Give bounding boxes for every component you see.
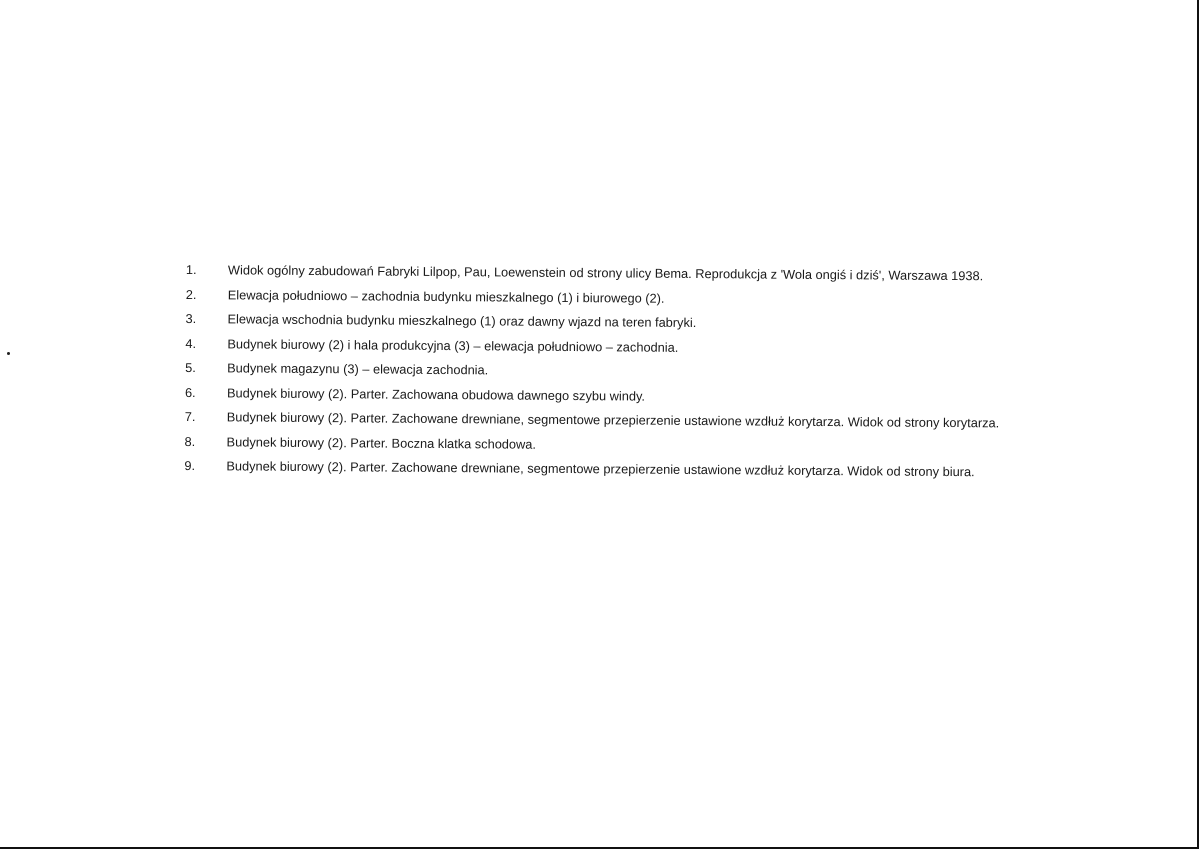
caption-number: 3.: [185, 310, 197, 327]
scan-dot: [7, 352, 10, 355]
caption-text: Widok ogólny zabudowań Fabryki Lilpop, Pau, Loewenstein od strony ulicy Bema. Reprodukcja z 'Wola ongiś i dziś', Warszawa 1938.: [227, 262, 984, 284]
caption-number: 1.: [185, 262, 197, 278]
caption-text: Elewacja południowo – zachodnia budynku mieszkalnego (1) i biurowego (2).: [227, 286, 665, 306]
caption-text: Budynek biurowy (2) i hala produkcyjna (3) – elewacja południowo – zachodnia.: [227, 335, 679, 355]
caption-text: Budynek biurowy (2). Parter. Zachowane drewniane, segmentowe przepierzenie ustawione wzdłuż korytarza. Widok od strony korytarza.: [226, 409, 1000, 431]
caption-text: Budynek biurowy (2). Parter. Boczna klatka schodowa.: [226, 433, 537, 452]
caption-number: 2.: [185, 286, 197, 302]
caption-text: Budynek biurowy (2). Parter. Zachowana obudowa dawnego szybu windy.: [226, 384, 646, 404]
caption-text: Elewacja wschodnia budynku mieszkalnego (1) oraz dawny wjazd na teren fabryki.: [227, 311, 697, 331]
caption-item-9: [184, 458, 999, 489]
caption-text: Budynek biurowy (2). Parter. Zachowane drewniane, segmentowe przepierzenie ustawione wzdłuż korytarza. Widok od strony biura.: [226, 458, 975, 480]
caption-number: 6.: [184, 384, 196, 400]
caption-number: 5.: [185, 359, 196, 376]
caption-number: 7.: [184, 408, 196, 425]
caption-number: 9.: [184, 457, 196, 474]
caption-list: [184, 262, 1000, 489]
caption-text: Budynek magazynu (3) – elewacja zachodnia.: [227, 360, 489, 378]
caption-number: 4.: [185, 335, 197, 351]
caption-number: 8.: [184, 433, 196, 449]
